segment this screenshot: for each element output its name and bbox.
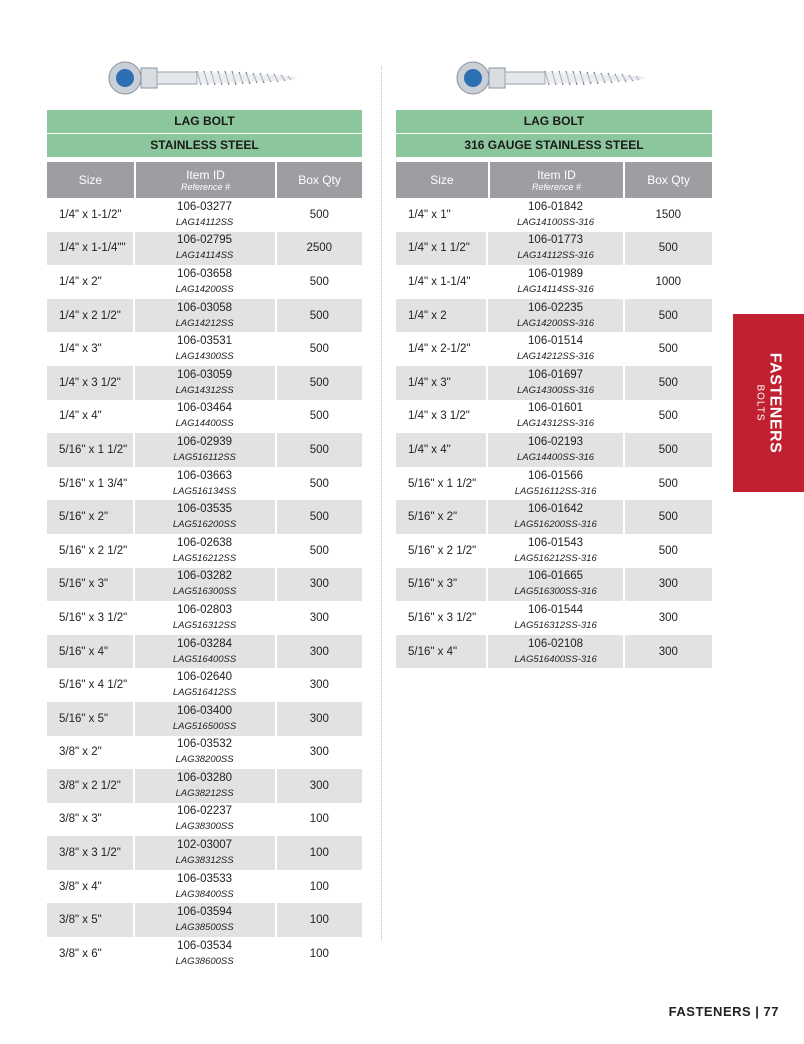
page-footer: FASTENERS | 77 (668, 1004, 779, 1019)
item-id-cell (135, 265, 277, 299)
size-cell: 3/8" x 2 1/2" (47, 769, 135, 803)
item-id: 106-03535 (177, 503, 233, 516)
box-qty-header: Box Qty (647, 173, 690, 187)
box-qty-cell: 500 (658, 343, 678, 356)
box-qty-cell: 500 (658, 477, 678, 490)
item-id: 106-02795 (177, 234, 233, 247)
lag-bolt-stainless-table (47, 110, 362, 971)
box-qty-cell: 500 (658, 511, 678, 524)
item-id: 106-03533 (177, 872, 233, 885)
table-row (47, 903, 362, 937)
table-row (396, 635, 712, 669)
box-qty-cell: 1000 (655, 275, 682, 288)
item-id: 106-03059 (177, 368, 233, 381)
size-cell: 1/4" x 4" (47, 400, 135, 434)
item-id-cell (135, 736, 277, 770)
reference-number: LAG38400SS (175, 888, 234, 900)
box-qty-cell: 300 (309, 779, 329, 792)
item-id: 106-03658 (177, 267, 233, 280)
item-id: 106-01642 (528, 503, 584, 516)
item-id-cell (488, 198, 624, 232)
box-qty-cell: 500 (309, 309, 329, 322)
size-cell: 1/4" x 1" (396, 198, 488, 232)
table-row (396, 299, 712, 333)
item-id-cell (135, 366, 277, 400)
item-id-cell (135, 568, 277, 602)
table-row (396, 467, 712, 501)
size-cell: 5/16" x 3" (396, 568, 488, 602)
item-id-cell (135, 836, 277, 870)
box-qty-cell: 100 (309, 847, 329, 860)
table-row (396, 332, 712, 366)
item-id-header (136, 162, 277, 198)
item-id: 106-01665 (528, 570, 584, 583)
item-id-cell (488, 568, 624, 602)
item-id: 106-01697 (528, 368, 584, 381)
table-row (47, 232, 362, 266)
table-title: LAG BOLT (396, 110, 712, 133)
reference-number: LAG14114SS-316 (517, 283, 594, 295)
size-header: Size (396, 162, 490, 198)
item-id: 106-03277 (177, 200, 233, 213)
table-row (396, 265, 712, 299)
item-id-label: Item ID (537, 168, 576, 182)
item-id-cell (135, 232, 277, 266)
section-tab-title: FASTENERS (766, 352, 783, 454)
reference-number: LAG14200SS (175, 283, 234, 295)
box-qty-cell: 300 (309, 712, 329, 725)
lag-bolt-image-left (103, 52, 303, 104)
item-id-cell (135, 601, 277, 635)
box-qty-cell: 500 (309, 477, 329, 490)
size-cell: 3/8" x 5" (47, 903, 135, 937)
size-cell: 1/4" x 1-1/4" (396, 265, 488, 299)
item-id: 106-03280 (177, 771, 233, 784)
box-qty-cell: 500 (309, 208, 329, 221)
table-row (47, 467, 362, 501)
reference-number: LAG516200SS-316 (514, 519, 597, 531)
table-row (47, 601, 362, 635)
size-cell: 5/16" x 2 1/2" (396, 534, 488, 568)
box-qty-cell: 500 (309, 343, 329, 356)
size-cell: 1/4" x 2-1/2" (396, 332, 488, 366)
reference-number: LAG14300SS-316 (516, 384, 595, 396)
box-qty-cell: 500 (309, 544, 329, 557)
size-cell: 5/16" x 2 1/2" (47, 534, 135, 568)
box-qty-cell: 100 (309, 914, 329, 927)
box-qty-cell: 500 (658, 410, 678, 423)
table-body (396, 198, 712, 668)
reference-number: LAG516312SS-316 (514, 619, 597, 631)
size-cell: 5/16" x 3 1/2" (47, 601, 135, 635)
table-row (396, 232, 712, 266)
item-id-cell (488, 265, 624, 299)
table-row (47, 836, 362, 870)
size-cell: 3/8" x 3 1/2" (47, 836, 135, 870)
lag-bolt-316-stainless-table (396, 110, 712, 668)
table-row (396, 500, 712, 534)
table-row (396, 534, 712, 568)
table-row (396, 601, 712, 635)
item-id: 106-02235 (528, 301, 584, 314)
item-id: 102-03007 (177, 839, 233, 852)
item-id-cell (135, 870, 277, 904)
item-id-cell (135, 400, 277, 434)
item-id-cell (135, 668, 277, 702)
item-id: 106-02638 (177, 536, 233, 549)
reference-label: Reference # (180, 182, 230, 192)
item-id: 106-03282 (177, 570, 233, 583)
box-qty-cell: 300 (309, 645, 329, 658)
reference-number: LAG516112SS (173, 451, 236, 463)
lag-bolt-image-right (451, 52, 651, 104)
item-id-cell (135, 702, 277, 736)
box-qty-cell: 2500 (306, 242, 333, 255)
reference-number: LAG14112SS-316 (517, 250, 594, 262)
table-row (396, 366, 712, 400)
item-id-cell (135, 500, 277, 534)
box-qty-cell: 1500 (655, 208, 682, 221)
size-cell: 3/8" x 2" (47, 736, 135, 770)
box-qty-cell: 300 (658, 645, 678, 658)
box-qty-cell: 500 (658, 544, 678, 557)
item-id: 106-02237 (177, 805, 233, 818)
reference-number: LAG14212SS-316 (516, 351, 595, 363)
reference-number: LAG14112SS (175, 216, 234, 228)
reference-number: LAG14212SS (175, 317, 234, 329)
size-cell: 3/8" x 6" (47, 937, 135, 971)
item-id: 106-03531 (177, 335, 233, 348)
item-id-cell (488, 366, 624, 400)
reference-number: LAG38600SS (175, 955, 234, 967)
section-tab-subtitle: BOLTS (754, 384, 765, 422)
item-id-cell (135, 769, 277, 803)
box-qty-cell: 500 (309, 410, 329, 423)
item-id: 106-03532 (177, 738, 233, 751)
size-cell: 1/4" x 3" (396, 366, 488, 400)
table-row (47, 668, 362, 702)
table-row (47, 937, 362, 971)
size-cell: 5/16" x 3" (47, 568, 135, 602)
box-qty-cell: 300 (309, 578, 329, 591)
item-id-cell (488, 635, 624, 669)
reference-number: LAG516312SS (172, 619, 237, 631)
item-id-cell (488, 433, 624, 467)
size-cell: 1/4" x 4" (396, 433, 488, 467)
item-id-cell (135, 433, 277, 467)
reference-number: LAG516300SS (172, 586, 237, 598)
table-row (396, 198, 712, 232)
box-qty-cell: 500 (309, 511, 329, 524)
size-cell: 5/16" x 1 1/2" (396, 467, 488, 501)
section-tab-fasteners[interactable] (733, 314, 804, 492)
column-divider (381, 66, 382, 941)
table-row (47, 769, 362, 803)
item-id-cell (135, 332, 277, 366)
item-id-cell (135, 903, 277, 937)
box-qty-cell: 300 (309, 611, 329, 624)
box-qty-cell: 300 (658, 611, 678, 624)
item-id: 106-02939 (177, 435, 233, 448)
item-id: 106-01566 (528, 469, 584, 482)
item-id-cell (135, 299, 277, 333)
table-row (47, 568, 362, 602)
item-id-cell (488, 299, 624, 333)
reference-number: LAG14200SS-316 (516, 317, 595, 329)
size-cell: 5/16" x 2" (396, 500, 488, 534)
size-cell: 5/16" x 4" (47, 635, 135, 669)
item-id: 106-01601 (528, 402, 584, 415)
table-row (47, 534, 362, 568)
item-id-label: Item ID (186, 168, 225, 182)
item-id-cell (488, 500, 624, 534)
reference-number: LAG516134SS (172, 485, 237, 497)
size-cell: 1/4" x 2 (396, 299, 488, 333)
reference-number: LAG38500SS (175, 922, 234, 934)
item-id: 106-03284 (177, 637, 233, 650)
reference-number: LAG14300SS (175, 351, 234, 363)
reference-number: LAG14100SS-316 (516, 216, 595, 228)
item-id-cell (488, 467, 624, 501)
table-row (47, 299, 362, 333)
item-id-cell (135, 534, 277, 568)
table-row (47, 870, 362, 904)
reference-number: LAG516212SS-316 (514, 552, 597, 564)
size-cell: 1/4" x 1 1/2" (396, 232, 488, 266)
size-cell: 5/16" x 2" (47, 500, 135, 534)
box-qty-header: Box Qty (298, 173, 341, 187)
reference-number: LAG38212SS (175, 787, 234, 799)
table-row (47, 265, 362, 299)
size-cell: 5/16" x 1 3/4" (47, 467, 135, 501)
item-id: 106-01514 (528, 335, 584, 348)
size-cell: 5/16" x 5" (47, 702, 135, 736)
box-qty-cell: 500 (658, 376, 678, 389)
reference-number: LAG14400SS (175, 418, 234, 430)
item-id: 106-02640 (177, 671, 233, 684)
item-id: 106-01989 (528, 267, 584, 280)
reference-number: LAG516300SS-316 (514, 586, 597, 598)
reference-number: LAG516200SS (172, 519, 237, 531)
item-id-cell (488, 232, 624, 266)
table-subtitle: STAINLESS STEEL (47, 134, 362, 157)
size-cell: 1/4" x 2" (47, 265, 135, 299)
table-row (47, 400, 362, 434)
size-cell: 1/4" x 1-1/4"" (47, 232, 135, 266)
table-title: LAG BOLT (47, 110, 362, 133)
reference-label: Reference # (531, 182, 581, 192)
box-qty-cell: 500 (309, 376, 329, 389)
item-id: 106-01842 (528, 200, 584, 213)
table-row (47, 702, 362, 736)
size-cell: 3/8" x 3" (47, 803, 135, 837)
item-id-header (490, 162, 625, 198)
table-row (47, 332, 362, 366)
table-row (396, 433, 712, 467)
item-id: 106-03058 (177, 301, 233, 314)
table-row (47, 433, 362, 467)
item-id: 106-03464 (177, 402, 233, 415)
box-qty-cell: 300 (309, 679, 329, 692)
item-id: 106-03534 (177, 939, 233, 952)
box-qty-cell: 100 (309, 947, 329, 960)
box-qty-cell: 500 (658, 443, 678, 456)
reference-number: LAG516400SS-316 (514, 653, 597, 665)
box-qty-cell: 500 (309, 443, 329, 456)
reference-number: LAG38300SS (175, 821, 234, 833)
item-id-cell (135, 467, 277, 501)
size-cell: 5/16" x 3 1/2" (396, 601, 488, 635)
size-cell: 1/4" x 3 1/2" (396, 400, 488, 434)
item-id: 106-01543 (528, 536, 584, 549)
section-tab-text (754, 353, 783, 454)
item-id-cell (135, 937, 277, 971)
table-subtitle: 316 GAUGE STAINLESS STEEL (396, 134, 712, 157)
size-cell: 3/8" x 4" (47, 870, 135, 904)
item-id: 106-01773 (528, 234, 584, 247)
item-id: 106-03400 (177, 704, 233, 717)
reference-number: LAG516412SS (172, 687, 237, 699)
table-row (47, 198, 362, 232)
box-qty-cell: 500 (309, 275, 329, 288)
size-cell: 5/16" x 4 1/2" (47, 668, 135, 702)
table-row (47, 736, 362, 770)
size-cell: 5/16" x 4" (396, 635, 488, 669)
item-id: 106-03594 (177, 906, 233, 919)
size-cell: 5/16" x 1 1/2" (47, 433, 135, 467)
table-row (47, 803, 362, 837)
reference-number: LAG14114SS (175, 250, 234, 262)
reference-number: LAG14312SS-316 (516, 418, 595, 430)
box-qty-cell: 100 (309, 880, 329, 893)
box-qty-cell: 300 (309, 746, 329, 759)
table-row (396, 568, 712, 602)
reference-number: LAG516500SS (172, 720, 237, 732)
item-id: 106-02803 (177, 603, 233, 616)
size-cell: 1/4" x 3 1/2" (47, 366, 135, 400)
table-row (47, 635, 362, 669)
size-header: Size (47, 162, 136, 198)
item-id-cell (135, 803, 277, 837)
item-id-cell (488, 601, 624, 635)
item-id: 106-01544 (528, 603, 584, 616)
item-id-cell (488, 332, 624, 366)
item-id: 106-02193 (528, 435, 584, 448)
item-id: 106-03663 (177, 469, 233, 482)
box-qty-cell: 300 (658, 578, 678, 591)
item-id-cell (488, 534, 624, 568)
reference-number: LAG38312SS (175, 855, 234, 867)
item-id-cell (135, 635, 277, 669)
reference-number: LAG14400SS-316 (516, 451, 595, 463)
reference-number: LAG516112SS-316 (514, 485, 597, 497)
size-cell: 1/4" x 2 1/2" (47, 299, 135, 333)
item-id-cell (488, 400, 624, 434)
table-row (47, 500, 362, 534)
item-id: 106-02108 (528, 637, 584, 650)
box-qty-cell: 500 (658, 309, 678, 322)
size-cell: 1/4" x 1-1/2" (47, 198, 135, 232)
box-qty-cell: 500 (658, 242, 678, 255)
size-cell: 1/4" x 3" (47, 332, 135, 366)
reference-number: LAG14312SS (175, 384, 234, 396)
column-header-row (396, 162, 712, 198)
column-header-row (47, 162, 362, 198)
box-qty-cell: 100 (309, 813, 329, 826)
table-row (47, 366, 362, 400)
table-row (396, 400, 712, 434)
reference-number: LAG38200SS (175, 754, 234, 766)
reference-number: LAG516212SS (172, 552, 237, 564)
item-id-cell (135, 198, 277, 232)
table-body (47, 198, 362, 971)
reference-number: LAG516400SS (172, 653, 237, 665)
